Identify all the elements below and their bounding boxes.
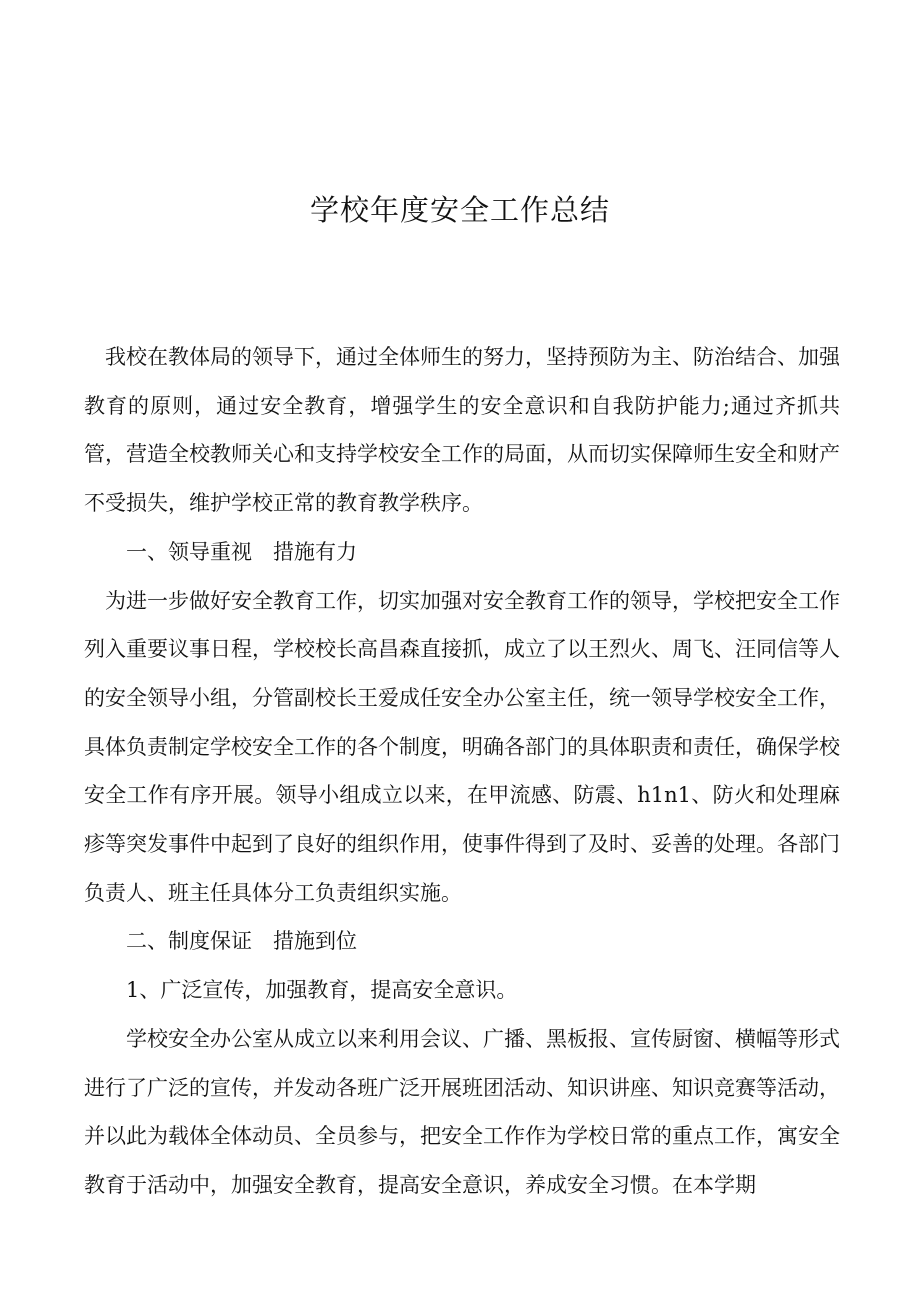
section-heading-2: 二、制度保证 措施到位	[126, 929, 357, 954]
section-heading-1: 一、领导重视 措施有力	[126, 539, 357, 564]
document-title: 学校年度安全工作总结	[309, 193, 610, 227]
paragraph-leadership: 为进一步做好安全教育工作，切实加强对安全教育工作的领导，学校把安全工作列入重要议事日程，学校校长高昌森直接抓，成立了以王烈火、周飞、汪同信等人的安全领导小组，分管副校长王爱成任安全办公室主任，统一领导学校安全工作，具体负责制定学校安全工作的各个制度，明确各部门的具体职责和责任，确保学校安全工作有序开展。领导小组成立以来，在甲流感、防震、h1n1、防火和处理麻疹等突发事件中起到了良好的组织作用，使事件得到了及时、妥善的处理。各部门负责人、班主任具体分工负责组织实施。	[84, 588, 840, 905]
paragraph-publicity: 学校安全办公室从成立以来利用会议、广播、黑板报、宣传厨窗、横幅等形式进行了广泛的宣传，并发动各班广泛开展班团活动、知识讲座、知识竞赛等活动，并以此为载体全体动员、全员参与，把安全工作作为学校日常的重点工作，寓安全教育于活动中，加强安全教育，提高安全意识，养成安全习惯。在本学期	[84, 1026, 840, 1197]
document-body	[84, 333, 840, 1210]
paragraph-intro: 我校在教体局的领导下，通过全体师生的努力，坚持预防为主、防治结合、加强教育的原则，通过安全教育，增强学生的安全意识和自我防护能力;通过齐抓共管，营造全校教师关心和支持学校安全工作的局面，从而切实保障师生安全和财产不受损失，维护学校正常的教育教学秩序。	[84, 345, 840, 516]
subheading-1: 1、广泛宣传，加强教育，提高安全意识。	[126, 978, 518, 1003]
